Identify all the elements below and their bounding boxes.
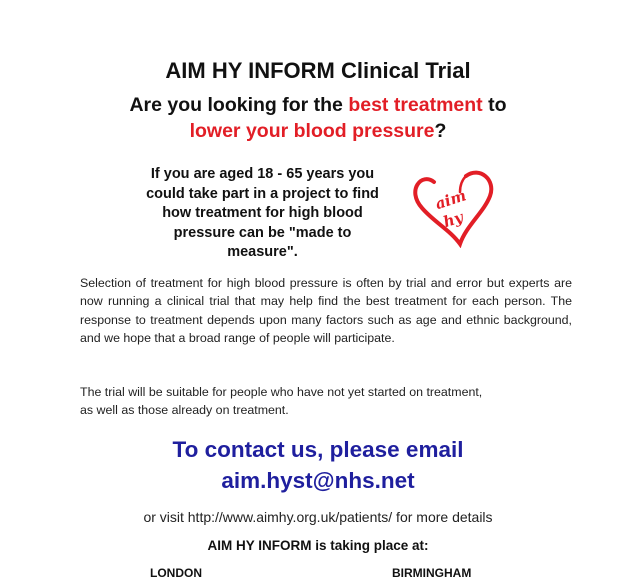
city-london: LONDON — [150, 566, 202, 580]
headline-line-1 — [0, 92, 636, 118]
page-title: AIM HY INFORM Clinical Trial — [165, 58, 471, 83]
headline-question-mark: ? — [434, 120, 447, 142]
headline-suffix: to — [482, 94, 507, 116]
visit-website-text: or visit http://www.aimhy.org.uk/patients/ for more details — [143, 509, 493, 525]
intro-line: If you are aged 18 - 65 years you — [150, 166, 375, 182]
contact-block — [0, 434, 636, 496]
heart-outline-icon — [410, 168, 500, 248]
eligibility-line: as well as those already on treatment. — [80, 403, 289, 418]
headline-prefix: Are you looking for the — [129, 94, 349, 116]
venue-heading: AIM HY INFORM is taking place at: — [207, 538, 429, 553]
logo-text-aim: aim — [432, 186, 469, 214]
intro-line: could take part in a project to find — [146, 185, 379, 202]
headline — [0, 92, 636, 144]
eligibility-line: The trial will be suitable for people who have not yet started on treatment, — [80, 385, 483, 399]
headline-line-2 — [0, 118, 636, 144]
city-birmingham: BIRMINGHAM — [392, 566, 472, 580]
intro-line: measure". — [227, 244, 298, 260]
headline-highlight-blood-pressure: lower your blood pressure — [189, 120, 435, 142]
description-paragraph: Selection of treatment for high blood pressure is often by trial and error but experts are now running a clinical trial that may help find the best treatment for each person. The response to treatment depends upon many factors such as age and ethnic background, and we hope that a broad range of people will participate. — [80, 276, 572, 346]
eligibility-paragraph — [80, 383, 572, 420]
logo-text-hy: hy — [440, 207, 466, 232]
contact-email-link[interactable]: aim.hyst@nhs.net — [221, 468, 415, 493]
aim-hy-logo — [410, 168, 500, 248]
contact-heading: To contact us, please email — [172, 437, 464, 462]
intro-line: pressure can be "made to — [173, 224, 352, 241]
headline-highlight-best-treatment: best treatment — [348, 94, 483, 116]
intro-text — [130, 165, 395, 263]
intro-line: how treatment for high blood — [162, 205, 363, 221]
